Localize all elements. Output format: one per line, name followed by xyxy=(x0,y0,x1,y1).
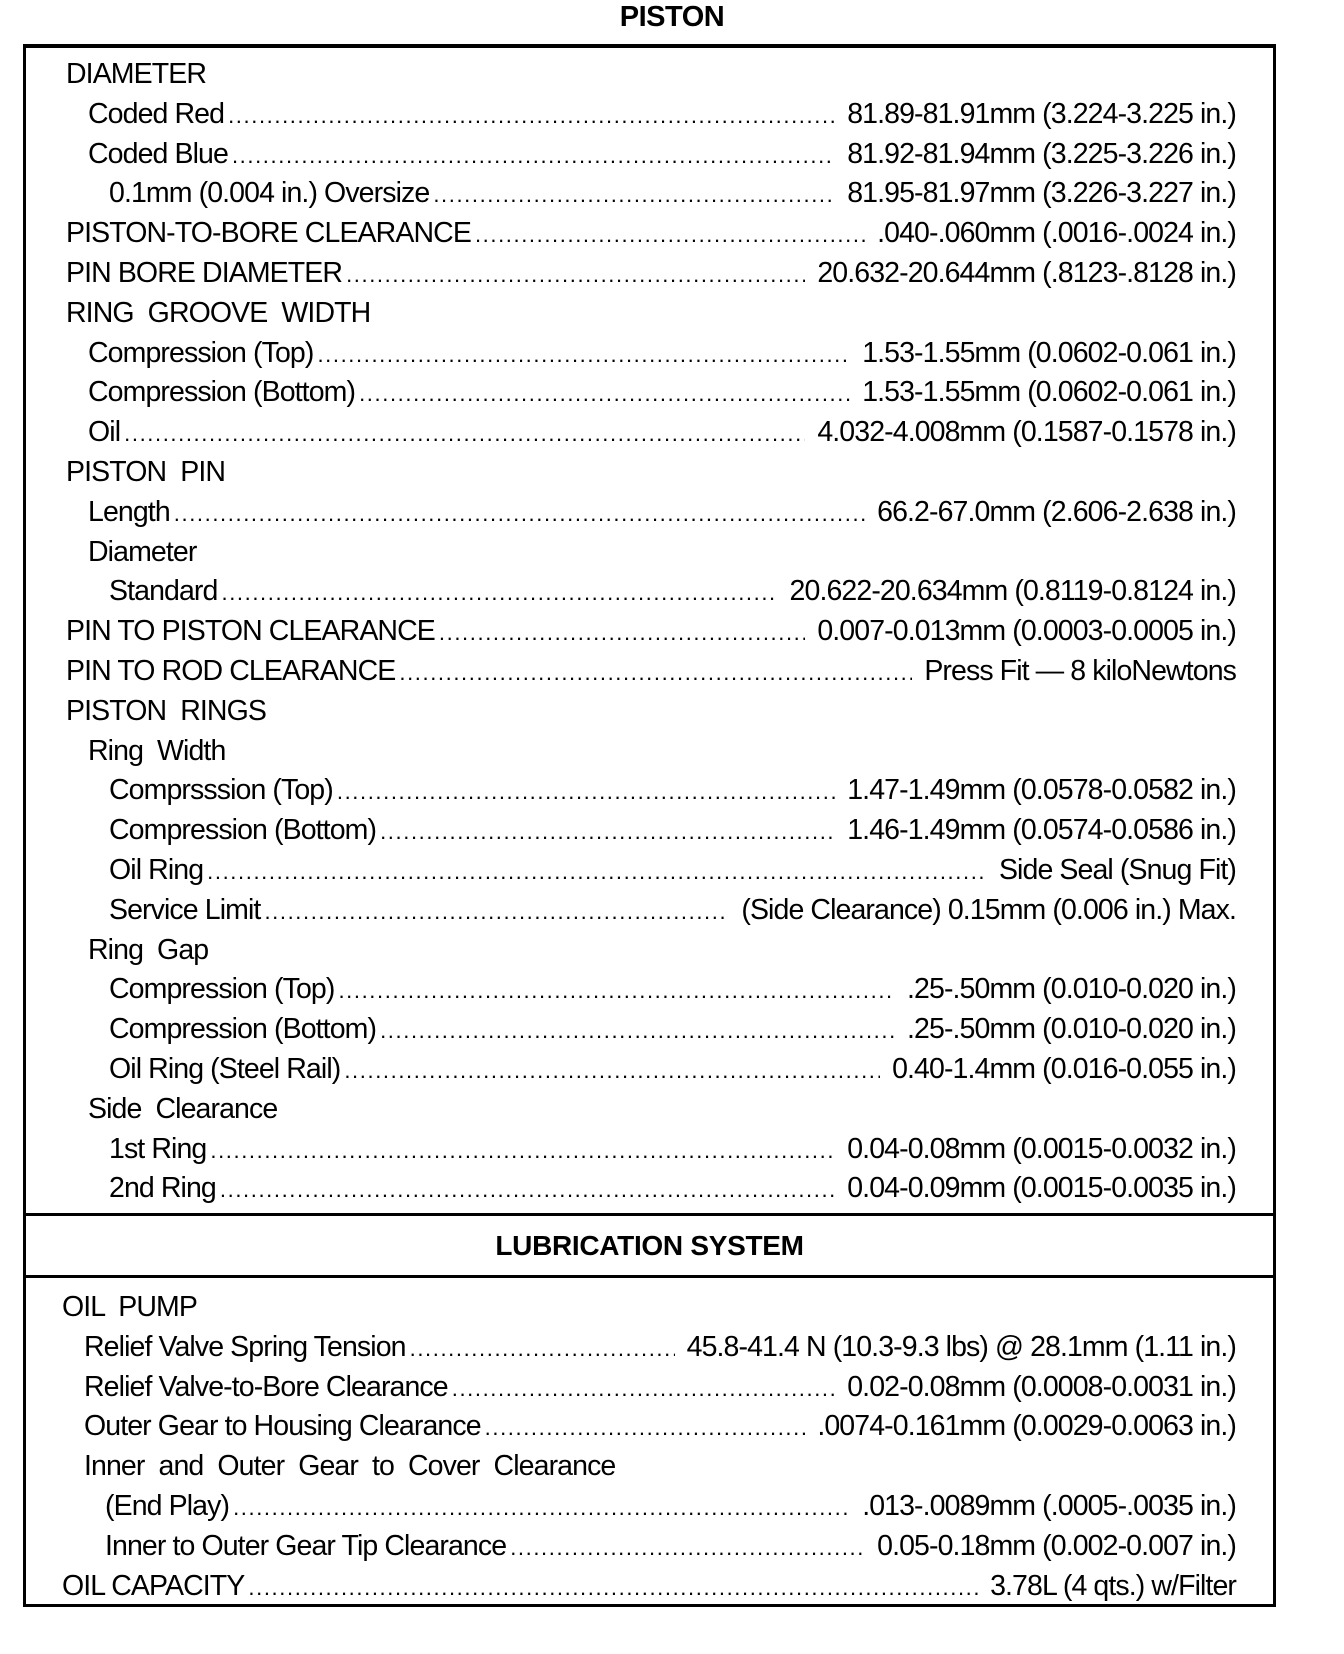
dot-leader xyxy=(232,136,835,176)
spec-row xyxy=(26,612,1273,652)
spec-row xyxy=(26,1050,1273,1090)
spec-row xyxy=(26,1567,1273,1607)
spec-label: PIN BORE DIAMETER xyxy=(66,256,343,289)
spec-row xyxy=(26,1328,1273,1368)
spec-value: .013-.0089mm (.0005-.0035 in.) xyxy=(862,1489,1236,1522)
spec-heading xyxy=(26,931,1273,971)
spec-row xyxy=(26,1010,1273,1050)
spec-label: 0.1mm (0.004 in.) Oversize xyxy=(109,177,430,210)
spec-row xyxy=(26,1169,1273,1209)
spec-heading xyxy=(26,1288,1273,1328)
spec-value: .040-.060mm (.0016-.0024 in.) xyxy=(877,217,1236,250)
spec-heading xyxy=(26,55,1273,95)
spec-value: 4.032-4.008mm (0.1587-0.1578 in.) xyxy=(817,416,1236,449)
spec-value: 1.53-1.55mm (0.0602-0.061 in.) xyxy=(862,376,1236,409)
spec-heading xyxy=(26,294,1273,334)
spec-label: Inner and Outer Gear to Cover Clearance xyxy=(84,1450,616,1483)
spec-label: Compression (Bottom) xyxy=(88,376,356,409)
spec-heading xyxy=(26,692,1273,732)
spec-label: OIL CAPACITY xyxy=(62,1569,245,1602)
section-title-lubrication: LUBRICATION SYSTEM xyxy=(495,1230,804,1261)
spec-value: .25-.50mm (0.010-0.020 in.) xyxy=(907,973,1236,1006)
spec-label: Service Limit xyxy=(109,893,261,926)
dot-leader xyxy=(174,494,865,534)
spec-value: 1.53-1.55mm (0.0602-0.061 in.) xyxy=(862,336,1236,369)
dot-leader xyxy=(220,1170,835,1210)
spec-label: PISTON-TO-BORE CLEARANCE xyxy=(66,217,471,250)
dot-leader xyxy=(410,1329,675,1369)
spec-label: PIN TO ROD CLEARANCE xyxy=(66,654,396,687)
spec-label: Ring Gap xyxy=(88,933,209,966)
spec-row xyxy=(26,174,1273,214)
spec-label: Length xyxy=(88,495,170,528)
dot-leader xyxy=(433,175,835,215)
dot-leader xyxy=(485,1408,806,1448)
spec-label: 2nd Ring xyxy=(109,1172,216,1205)
spec-row xyxy=(26,652,1273,692)
dot-leader xyxy=(359,374,850,414)
spec-row xyxy=(26,811,1273,851)
spec-label: RING GROOVE WIDTH xyxy=(66,296,371,329)
spec-label: Side Clearance xyxy=(88,1092,278,1125)
spec-label: PISTON PIN xyxy=(66,455,226,488)
spec-label: Oil Ring xyxy=(109,853,204,886)
spec-value: (Side Clearance) 0.15mm (0.006 in.) Max. xyxy=(741,893,1236,926)
spec-value: 81.89-81.91mm (3.224-3.225 in.) xyxy=(847,97,1236,130)
spec-label: 1st Ring xyxy=(109,1132,207,1165)
lubrication-spec-table xyxy=(23,1275,1276,1607)
spec-row xyxy=(26,95,1273,135)
dot-leader xyxy=(380,812,835,852)
spec-heading xyxy=(26,533,1273,573)
dot-leader xyxy=(380,1011,895,1051)
spec-label: Relief Valve-to-Bore Clearance xyxy=(84,1370,448,1403)
spec-row xyxy=(26,1368,1273,1408)
spec-value: 0.007-0.013mm (0.0003-0.0005 in.) xyxy=(817,615,1236,648)
spec-value: 20.632-20.644mm (.8123-.8128 in.) xyxy=(817,256,1236,289)
spec-value: 0.04-0.09mm (0.0015-0.0035 in.) xyxy=(847,1172,1236,1205)
spec-value: .25-.50mm (0.010-0.020 in.) xyxy=(907,1013,1236,1046)
spec-row xyxy=(26,771,1273,811)
spec-label: Coded Red xyxy=(88,97,225,130)
spec-row xyxy=(26,254,1273,294)
dot-leader xyxy=(346,255,805,295)
spec-row xyxy=(26,493,1273,533)
spec-row xyxy=(26,1487,1273,1527)
spec-value: Side Seal (Snug Fit) xyxy=(998,853,1236,886)
spec-heading xyxy=(26,453,1273,493)
spec-label: Ring Width xyxy=(88,734,226,767)
spec-label: DIAMETER xyxy=(66,58,207,90)
spec-label: Relief Valve Spring Tension xyxy=(84,1330,406,1363)
spec-row xyxy=(26,970,1273,1010)
spec-row xyxy=(26,851,1273,891)
dot-leader xyxy=(338,971,895,1011)
spec-label: Compression (Bottom) xyxy=(109,814,377,847)
spec-value: Press Fit — 8 kiloNewtons xyxy=(924,654,1236,687)
spec-value: 81.95-81.97mm (3.226-3.227 in.) xyxy=(847,177,1236,210)
spec-value: 1.46-1.49mm (0.0574-0.0586 in.) xyxy=(847,814,1236,847)
spec-row xyxy=(26,135,1273,175)
dot-leader xyxy=(475,215,865,255)
dot-leader xyxy=(228,96,835,136)
dot-leader xyxy=(337,772,835,812)
spec-heading xyxy=(26,1447,1273,1487)
spec-value: 66.2-67.0mm (2.606-2.638 in.) xyxy=(877,495,1236,528)
spec-row xyxy=(26,1527,1273,1567)
spec-row xyxy=(26,334,1273,374)
dot-leader xyxy=(317,335,850,375)
spec-label: OIL PUMP xyxy=(62,1291,197,1323)
spec-value: 45.8-41.4 N (10.3-9.3 lbs) @ 28.1mm (1.11 in.) xyxy=(686,1330,1236,1363)
spec-row xyxy=(26,1407,1273,1447)
dot-leader xyxy=(233,1488,850,1528)
dot-leader xyxy=(124,414,805,454)
spec-value: 20.622-20.634mm (0.8119-0.8124 in.) xyxy=(789,575,1236,608)
dot-leader xyxy=(221,573,777,613)
spec-value: 0.40-1.4mm (0.016-0.055 in.) xyxy=(892,1052,1236,1085)
spec-value: 0.05-0.18mm (0.002-0.007 in.) xyxy=(877,1529,1236,1562)
lubrication-header xyxy=(23,1213,1276,1277)
spec-label: Coded Blue xyxy=(88,137,228,170)
spec-label: Inner to Outer Gear Tip Clearance xyxy=(105,1529,507,1562)
spec-value: 0.04-0.08mm (0.0015-0.0032 in.) xyxy=(847,1132,1236,1165)
spec-value: 1.47-1.49mm (0.0578-0.0582 in.) xyxy=(847,774,1236,807)
spec-value: 0.02-0.08mm (0.0008-0.0031 in.) xyxy=(847,1370,1236,1403)
dot-leader xyxy=(439,613,805,653)
spec-label: PISTON RINGS xyxy=(66,694,266,727)
spec-row xyxy=(26,891,1273,931)
dot-leader xyxy=(264,892,729,932)
spec-value: 81.92-81.94mm (3.225-3.226 in.) xyxy=(847,137,1236,170)
spec-heading xyxy=(26,1090,1273,1130)
spec-label: Standard xyxy=(109,575,218,608)
spec-label: Compression (Top) xyxy=(88,336,314,369)
spec-row xyxy=(26,214,1273,254)
spec-row xyxy=(26,373,1273,413)
spec-row xyxy=(26,1130,1273,1170)
spec-label: (End Play) xyxy=(105,1489,230,1522)
spec-label: Compression (Bottom) xyxy=(109,1013,377,1046)
spec-value: 3.78L (4 qts.) w/Filter xyxy=(990,1569,1236,1602)
dot-leader xyxy=(207,852,987,892)
spec-label: Comprsssion (Top) xyxy=(109,774,333,807)
section-title-piston: PISTON xyxy=(619,1,725,33)
spec-label: Oil xyxy=(88,416,121,449)
dot-leader xyxy=(452,1369,836,1409)
spec-label: PIN TO PISTON CLEARANCE xyxy=(66,615,435,648)
spec-label: Outer Gear to Housing Clearance xyxy=(84,1410,481,1443)
spec-heading xyxy=(26,732,1273,772)
dot-leader xyxy=(510,1528,865,1568)
spec-row xyxy=(26,413,1273,453)
dot-leader xyxy=(344,1051,880,1091)
dot-leader xyxy=(248,1568,978,1608)
spec-value: .0074-0.161mm (0.0029-0.0063 in.) xyxy=(817,1410,1236,1443)
dot-leader xyxy=(399,653,912,693)
spec-label: Oil Ring (Steel Rail) xyxy=(109,1052,341,1085)
spec-row xyxy=(26,572,1273,612)
dot-leader xyxy=(210,1131,835,1171)
spec-label: Compression (Top) xyxy=(109,973,335,1006)
spec-label: Diameter xyxy=(88,535,197,568)
piston-spec-table xyxy=(23,44,1276,1216)
